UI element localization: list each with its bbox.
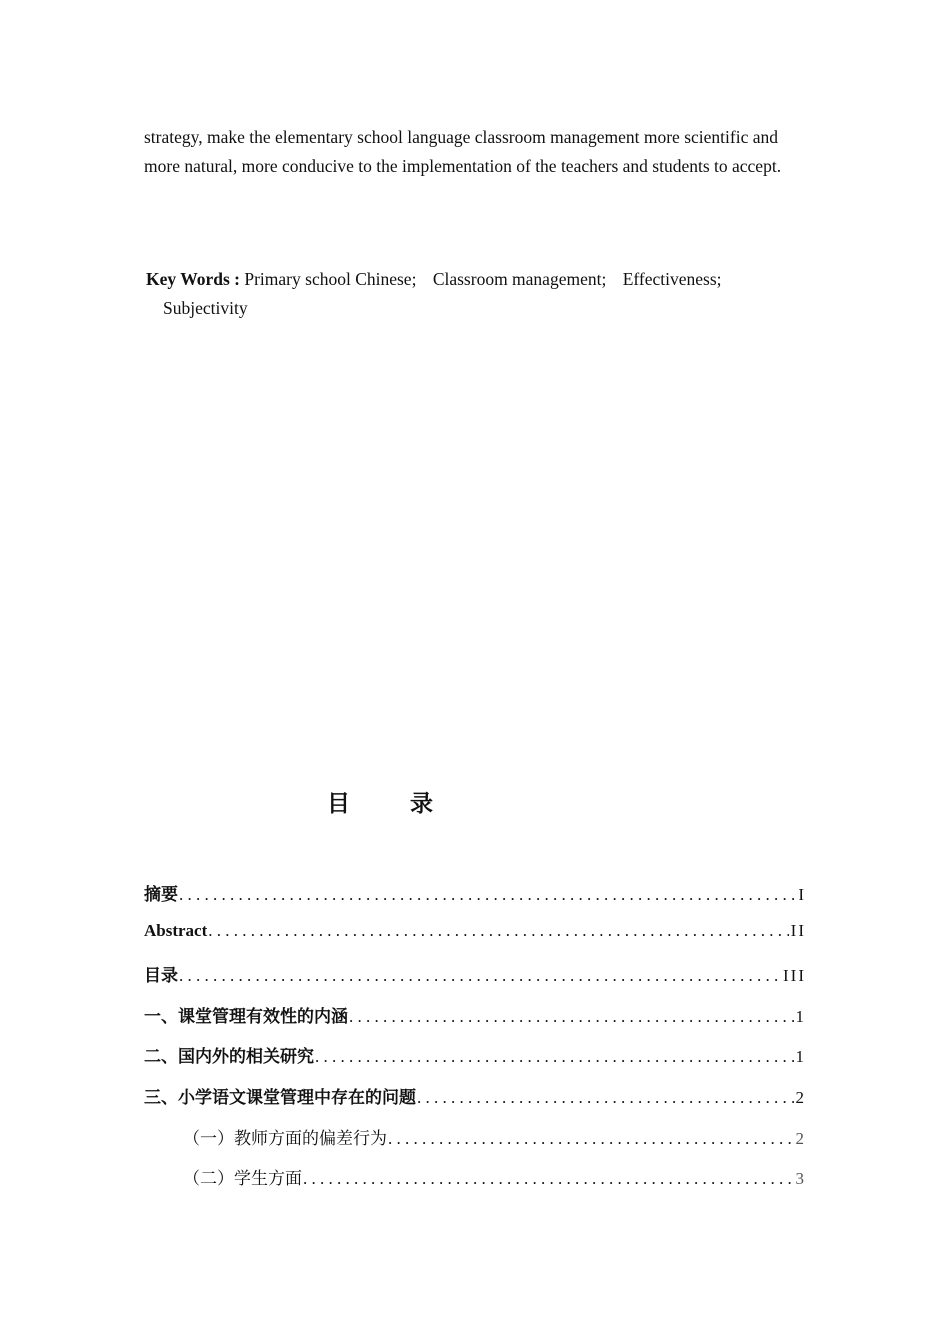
- toc-entry-page: 2: [795, 1128, 806, 1148]
- table-of-contents: [144, 880, 806, 1205]
- toc-entry-label: （一）教师方面的偏差行为: [183, 1128, 387, 1149]
- toc-entry-contents[interactable]: [144, 961, 806, 1002]
- keyword-term: Classroom management;: [432, 269, 607, 289]
- toc-entry-label: （二）学生方面: [183, 1169, 302, 1190]
- keyword-term-wrapped: Subjectivity: [163, 298, 248, 318]
- toc-entry-chapter-2[interactable]: [144, 1042, 806, 1083]
- toc-entry-section-3-1[interactable]: [144, 1124, 806, 1165]
- toc-entry-abstract-cn[interactable]: [144, 880, 806, 921]
- toc-leader-dots: [388, 1129, 794, 1149]
- toc-leader-dots: [208, 921, 788, 941]
- keyword-term: Primary school Chinese;: [244, 269, 417, 289]
- toc-entry-label: 摘要: [144, 885, 178, 905]
- toc-leader-dots: [303, 1169, 794, 1189]
- toc-entry-chapter-3[interactable]: [144, 1083, 806, 1124]
- keywords-label: Key Words :: [146, 269, 240, 289]
- toc-entry-page: 2: [795, 1087, 806, 1107]
- toc-entry-label: 三、小学语文课堂管理中存在的问题: [144, 1087, 416, 1108]
- toc-entry-page: 1: [795, 1047, 806, 1067]
- toc-entry-section-3-2[interactable]: [144, 1164, 806, 1205]
- toc-entry-chapter-1[interactable]: [144, 1002, 806, 1043]
- toc-leader-dots: [349, 1007, 794, 1027]
- toc-entry-label: 二、国内外的相关研究: [144, 1047, 314, 1068]
- toc-entry-page: 3: [795, 1169, 806, 1189]
- toc-leader-dots: [417, 1088, 794, 1108]
- keyword-term: Effectiveness;: [622, 269, 722, 289]
- toc-entry-label: Abstract: [144, 920, 208, 940]
- toc-leader-dots: [179, 966, 781, 986]
- toc-entry-page: 1: [795, 1006, 806, 1026]
- toc-entry-label: 目录: [144, 966, 178, 987]
- toc-title: 目 录: [326, 791, 459, 817]
- toc-entry-page: III: [783, 966, 806, 986]
- toc-entry-page: II: [790, 920, 806, 940]
- toc-entry-label: 一、课堂管理有效性的内涵: [144, 1006, 348, 1027]
- toc-leader-dots: [315, 1047, 794, 1067]
- toc-leader-dots: [179, 885, 796, 905]
- toc-entry-page: I: [798, 885, 806, 904]
- abstract-paragraph: strategy, make the elementary school language classroom management more scientific and more natural, more conducive to the implementation of the teachers and students to accept.: [144, 127, 782, 176]
- keywords-line: [146, 265, 806, 294]
- toc-entry-abstract-en[interactable]: [144, 921, 806, 962]
